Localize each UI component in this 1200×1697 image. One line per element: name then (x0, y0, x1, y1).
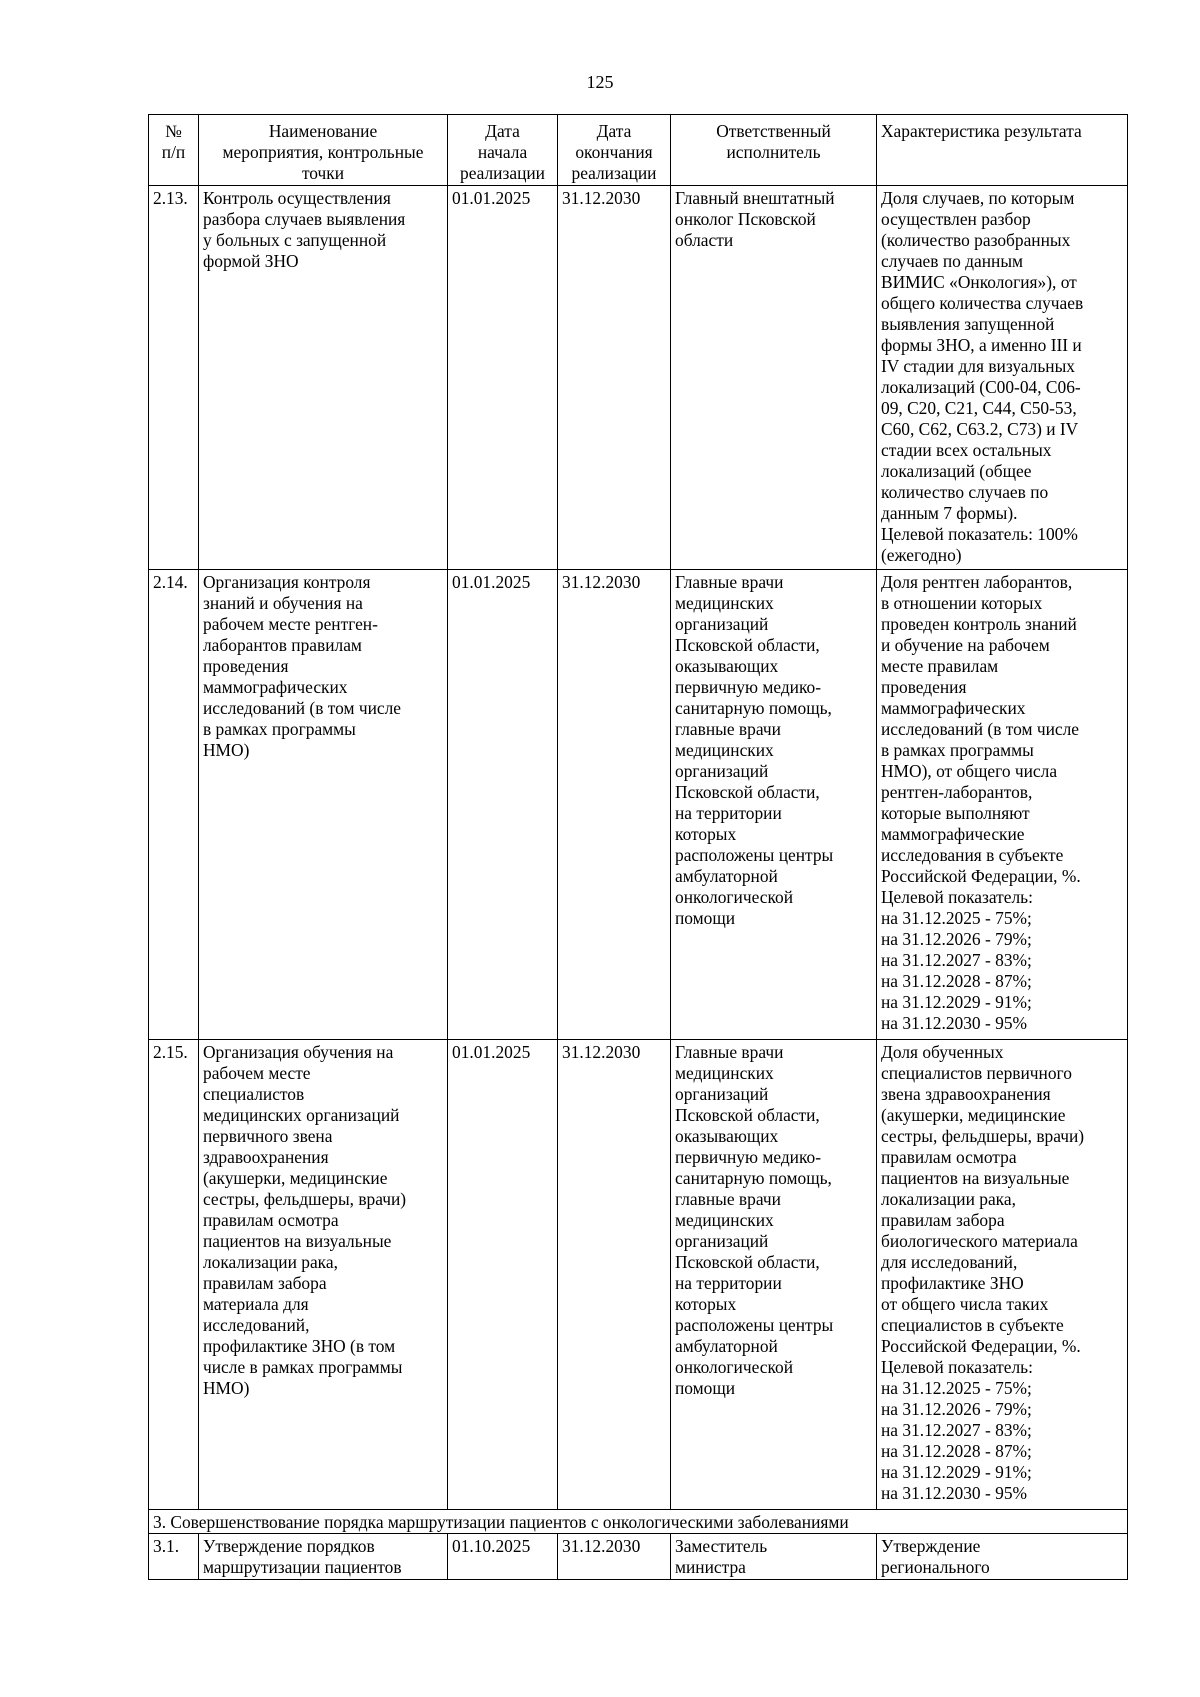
section-row (149, 1510, 1128, 1534)
row-responsible: Главный внештатный онколог Псковской области (671, 186, 877, 570)
section-title: 3. Совершенствование порядка маршрутизации пациентов с онкологическими заболеваниями (149, 1510, 1128, 1534)
row-responsible: Заместитель министра (671, 1534, 877, 1580)
table-header-row (149, 115, 1128, 186)
header-name: Наименование мероприятия, контрольные точки (199, 115, 448, 186)
row-result: Доля обученных специалистов первичного звена здравоохранения (акушерки, медицинские сестры, фельдшеры, врачи) правилам осмотра пациентов на визуальные локализации рака, правилам забора биологического материала для исследований, профилактике ЗНО от общего числа таких специалистов в субъекте Российской Федерации, %. Целевой показатель: на 31.12.2025 - 75%; на 31.12.2026 - 79%; на 31.12.2027 - 83%; на 31.12.2028 - 87%; на 31.12.2029 - 91%; на 31.12.2030 - 95% (877, 1040, 1128, 1510)
row-result: Доля рентген лаборантов, в отношении которых проведен контроль знаний и обучение на рабочем месте правилам проведения маммографических исследований (в том числе в рамках программы НМО), от общего числа рентген-лаборантов, которые выполняют маммографические исследования в субъекте Российской Федерации, %. Целевой показатель: на 31.12.2025 - 75%; на 31.12.2026 - 79%; на 31.12.2027 - 83%; на 31.12.2028 - 87%; на 31.12.2029 - 91%; на 31.12.2030 - 95% (877, 570, 1128, 1040)
row-num: 3.1. (149, 1534, 199, 1580)
activities-table (148, 114, 1128, 1580)
header-responsible: Ответственный исполнитель (671, 115, 877, 186)
header-result: Характеристика результата (877, 115, 1128, 186)
page-number: 125 (586, 72, 614, 92)
row-start-date: 01.01.2025 (448, 186, 558, 570)
table-row (149, 1040, 1128, 1510)
row-result: Доля случаев, по которым осуществлен разбор (количество разобранных случаев по данным ВИМИС «Онкология»), от общего количества случаев выявления запущенной формы ЗНО, а именно III и IV стадии для визуальных локализаций (С00-04, С06- 09, С20, С21, С44, С50-53, С60, С62, С63.2, С73) и IV стадии всех остальных локализаций (общее количество случаев по данным 7 формы). Целевой показатель: 100% (ежегодно) (877, 186, 1128, 570)
row-end-date: 31.12.2030 (558, 1534, 671, 1580)
row-result: Утверждение регионального (877, 1534, 1128, 1580)
row-name: Контроль осуществления разбора случаев выявления у больных с запущенной формой ЗНО (199, 186, 448, 570)
row-end-date: 31.12.2030 (558, 186, 671, 570)
row-start-date: 01.10.2025 (448, 1534, 558, 1580)
header-end-date: Дата окончания реализации (558, 115, 671, 186)
row-start-date: 01.01.2025 (448, 1040, 558, 1510)
header-num: № п/п (149, 115, 199, 186)
row-end-date: 31.12.2030 (558, 570, 671, 1040)
row-responsible: Главные врачи медицинских организаций Псковской области, оказывающих первичную медико- санитарную помощь, главные врачи медицинских организаций Псковской области, на территории которых расположены центры амбулаторной онкологической помощи (671, 1040, 877, 1510)
row-name: Утверждение порядков маршрутизации пациентов (199, 1534, 448, 1580)
table-row (149, 186, 1128, 570)
row-num: 2.13. (149, 186, 199, 570)
row-name: Организация обучения на рабочем месте специалистов медицинских организаций первичного звена здравоохранения (акушерки, медицинские сестры, фельдшеры, врачи) правилам осмотра пациентов на визуальные локализации рака, правилам забора материала для исследований, профилактике ЗНО (в том числе в рамках программы НМО) (199, 1040, 448, 1510)
table-row (149, 1534, 1128, 1580)
row-start-date: 01.01.2025 (448, 570, 558, 1040)
row-responsible: Главные врачи медицинских организаций Псковской области, оказывающих первичную медико- санитарную помощь, главные врачи медицинских организаций Псковской области, на территории которых расположены центры амбулаторной онкологической помощи (671, 570, 877, 1040)
table-row (149, 570, 1128, 1040)
row-num: 2.14. (149, 570, 199, 1040)
header-start-date: Дата начала реализации (448, 115, 558, 186)
row-name: Организация контроля знаний и обучения на рабочем месте рентген- лаборантов правилам проведения маммографических исследований (в том числе в рамках программы НМО) (199, 570, 448, 1040)
row-num: 2.15. (149, 1040, 199, 1510)
row-end-date: 31.12.2030 (558, 1040, 671, 1510)
